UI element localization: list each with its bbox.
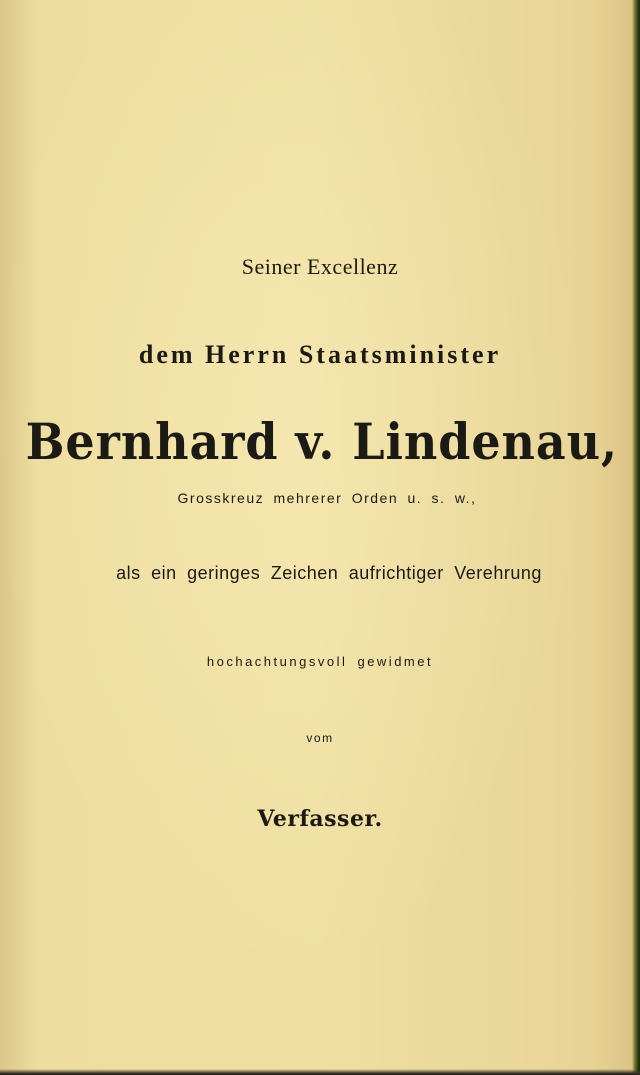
orders-line: Grosskreuz mehrerer Orden u. s. w., xyxy=(177,490,477,506)
page-edge-bottom xyxy=(0,1069,640,1075)
page-edge-right xyxy=(632,0,640,1075)
dedication-to-line: Seiner Excellenz xyxy=(241,254,399,279)
recipient-title-line: dem Herrn Staatsminister xyxy=(138,340,502,369)
from-line: vom xyxy=(306,731,334,745)
token-of-respect-line: als ein geringes Zeichen aufrichtiger Verehrung xyxy=(116,563,542,583)
author-line: Verfasser. xyxy=(257,806,383,832)
dedicated-line: hochachtungsvoll gewidmet xyxy=(206,654,434,669)
recipient-name-line: Bernhard v. Lindenau, xyxy=(25,412,618,471)
